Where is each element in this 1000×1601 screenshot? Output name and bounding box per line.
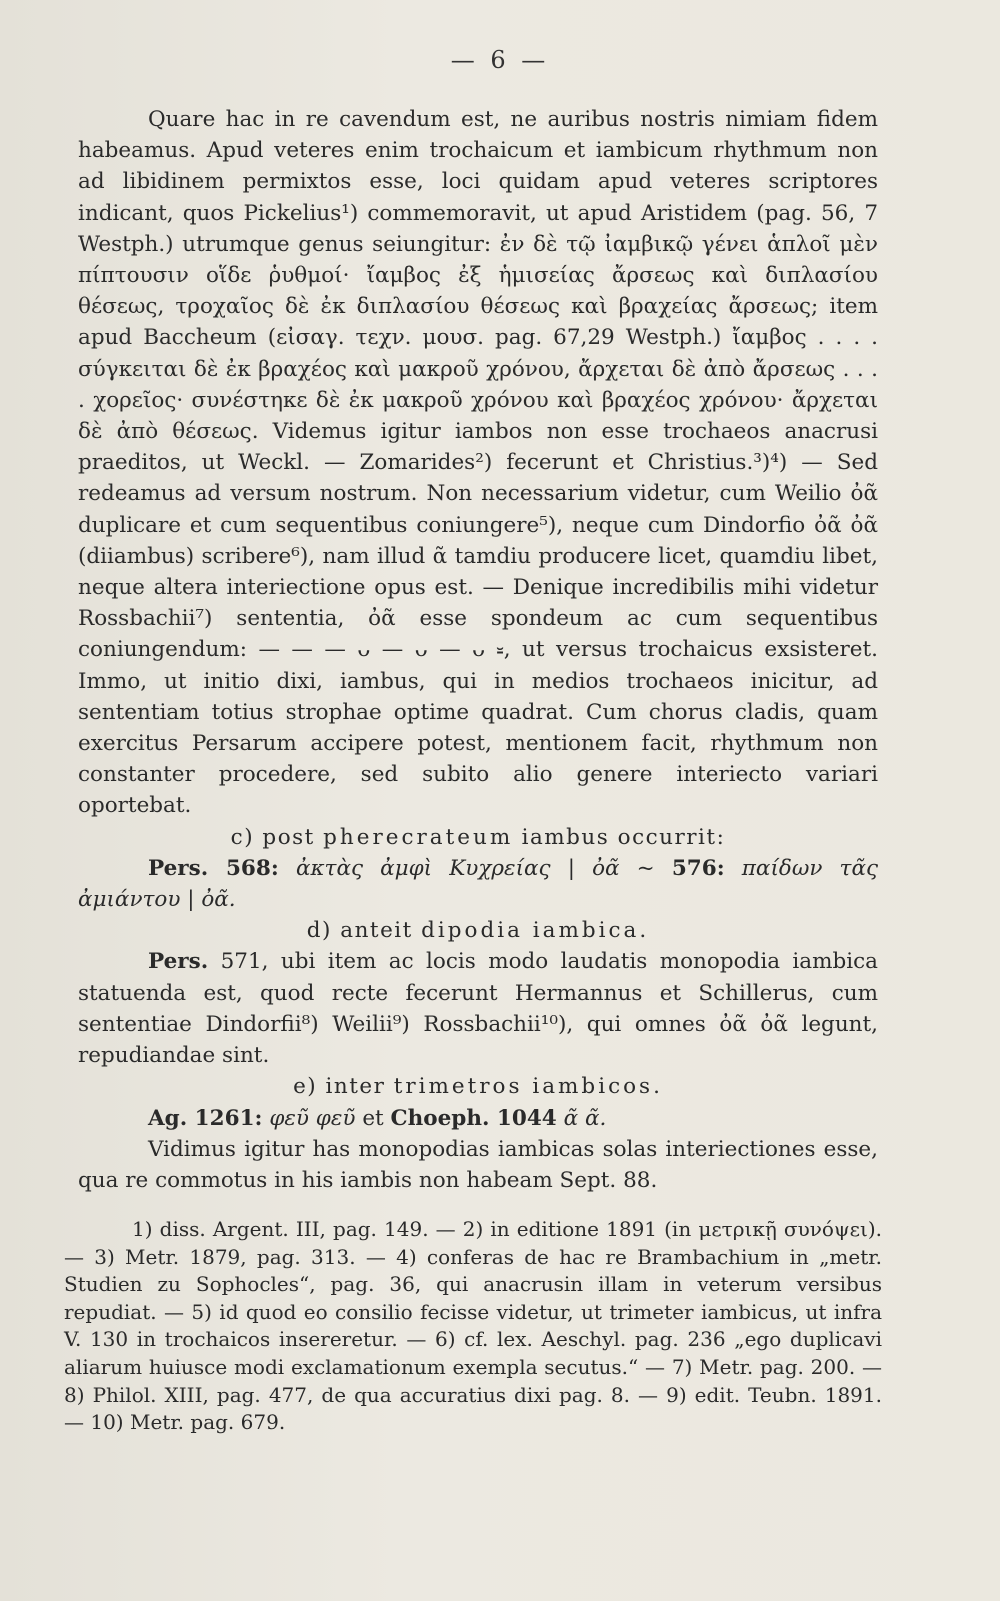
- footnotes-text: 1) diss. Argent. III, pag. 149. — 2) in editione 1891 (in μετρικῇ συνόψει). — 3) Metr. 1879, pag. 313. — 4) conferas de hac re Brambachium in „metr. Studien zu Sophocles“, pag. 36, qui anacrusin illam in veterum versibus repudiat. — 5) id quod eo consilio fecisse videtur, ut trimeter iambicus, ut infra V. 130 in trochaicos insereretur. — 6) cf. lex. Aeschyl. pag. 236 „ego duplicavi aliarum huiusce modi exclamationum exempla secutus.“ — 7) Metr. pag. 200. — 8) Philol. XIII, pag. 477, de qua accuratius dixi pag. 8. — 9) edit. Teubn. 1891. — 10) Metr. pag. 679.: [64, 1217, 882, 1435]
- section-e-text: Vidimus igitur has monopodias iambicas solas interiectiones esse, qua re commotus in his iambis non habeam Sept. 88.: [78, 1136, 878, 1193]
- section-c-text: Pers. 568: ἀκτὰς ἀμφὶ Κυχρείας | ὀᾶ ~ 576: παίδων τᾶς ἀμιάντου | ὀᾶ.: [78, 855, 879, 913]
- ref-576: 576:: [671, 855, 725, 881]
- ref-pers-571: Pers.: [148, 949, 209, 975]
- footnote-divider: [64, 1203, 882, 1204]
- footnotes: [64, 1216, 882, 1437]
- ref-pers-568: Pers. 568:: [148, 855, 279, 881]
- page-number: — 6 —: [450, 46, 550, 74]
- ref-choeph-1044: Choeph. 1044: [390, 1105, 557, 1131]
- section-d-heading: d) anteit dipodia iambica.: [306, 918, 650, 944]
- section-e-refs: Ag. 1261: φεῦ φεῦ et Choeph. 1044 ᾶ ᾶ.: [148, 1105, 607, 1131]
- main-text: [78, 104, 878, 1196]
- paragraph-main: Quare hac in re cavendum est, ne auribus nostris nimiam fidem habeamus. Apud veteres enim trochaicum et iambicum rhythmum non ad libidinem permixtos esse, loci quidam apud veteres scriptores indicant, quos Pickelius¹) commemoravit, ut apud Aristidem (pag. 56, 7 Westph.) utrumque genus seiungitur: ἐν δὲ τῷ ἰαμβικῷ γένει ἁπλοῖ μὲν πίπτουσιν οἵδε ῥυθμοί· ἴαμβος ἐξ ἡμισείας ἄρσεως καὶ διπλασίου θέσεως, τροχαῖος δὲ ἐκ διπλασίου θέσεως καὶ βραχείας ἄρσεως; item apud Baccheum (εἰσαγ. τεχν. μουσ. pag. 67,29 Westph.) ἴαμβος . . . . σύγκειται δὲ ἐκ βραχέος καὶ μακροῦ χρόνου, ἄρχεται δὲ ἀπὸ ἄρσεως . . . . χορεῖος· συνέστηκε δὲ ἐκ μακροῦ χρόνου καὶ βραχέος χρόνου· ἄρχεται δὲ ἀπὸ θέσεως. Videmus igitur iambos non esse trochaeos anacrusi praeditos, ut Weckl. — Zomarides²) fecerunt et Christius.³)⁴) — Sed redeamus ad versum nostrum. Non necessarium videtur, cum Weilio ὀᾶ duplicare et cum sequentibus coniungere⁵), neque cum Dindorfio ὀᾶ ὀᾶ (diiambus) scribere⁶), nam illud ᾶ tamdiu producere licet, quamdiu libet, neque altera interiectione opus est. — Denique incredibilis mihi videtur Rossbachii⁷) sententia, ὀᾶ esse spondeum ac cum sequentibus coniungendum: — — — ᴗ — ᴗ — ᴗ ⏓, ut versus trochaicus exsisteret. Immo, ut initio dixi, iambus, qui in medios trochaeos inicitur, ad sententiam totius strophae optime quadrat. Cum chorus cladis, quam exercitus Persarum accipere potest, mentionem facit, rhythmum non constanter procedere, sed subito alio genere interiecto variari oportebat.: [78, 107, 878, 819]
- section-e-heading: e) inter trimetros iambicos.: [293, 1074, 663, 1100]
- section-d-text: Pers. 571, ubi item ac locis modo laudatis monopodia iambica statuenda est, quod recte fecerunt Hermannus et Schillerus, cum sententiae Dindorfii⁸) Weilii⁹) Rossbachii¹⁰), qui omnes ὀᾶ ὀᾶ legunt, repudiandae sint.: [78, 949, 878, 1069]
- section-c-heading: c) post pherecrateum iambus occurrit:: [230, 824, 726, 850]
- ref-ag-1261: Ag. 1261:: [148, 1105, 263, 1131]
